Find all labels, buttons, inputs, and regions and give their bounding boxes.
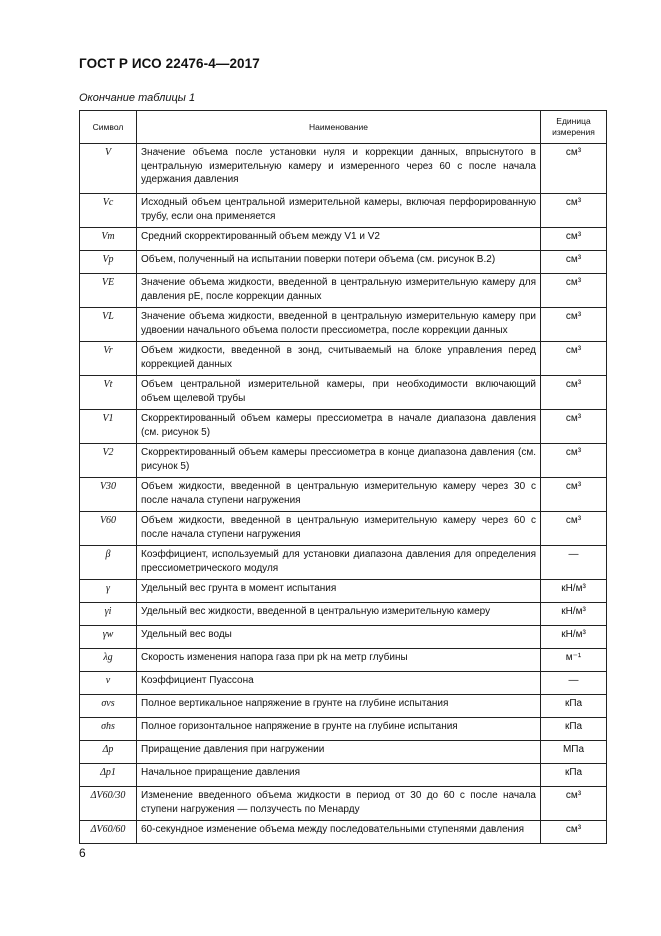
symbol-cell: ν (80, 672, 137, 695)
symbol-cell: γw (80, 626, 137, 649)
table-row (80, 672, 607, 695)
name-cell: Объем жидкости, введенной в центральную измерительную камеру через 60 с после начала ступени нагружения (137, 512, 541, 546)
name-cell: Объем жидкости, введенной в зонд, считываемый на блоке управления перед коррекцией данных (137, 342, 541, 376)
table-row (80, 308, 607, 342)
symbol-cell: σhs (80, 718, 137, 741)
name-cell: 60-секундное изменение объема между последовательными ступенями давления (137, 821, 541, 844)
symbols-table (79, 110, 607, 844)
name-cell: Полное горизонтальное напряжение в грунте на глубине испытания (137, 718, 541, 741)
table-caption: Окончание таблицы 1 (79, 92, 196, 104)
unit-cell: см³ (541, 251, 607, 274)
symbol-cell: ΔV60/60 (80, 821, 137, 844)
symbol-cell: λg (80, 649, 137, 672)
name-cell: Средний скорректированный объем между V1 и V2 (137, 228, 541, 251)
unit-cell: кПа (541, 764, 607, 787)
symbol-cell: V30 (80, 478, 137, 512)
symbol-cell: Δp (80, 741, 137, 764)
table-row (80, 144, 607, 194)
name-cell: Скорректированный объем камеры прессиометра в начале диапазона давления (см. рисунок 5) (137, 410, 541, 444)
table-row (80, 274, 607, 308)
name-cell: Значение объема жидкости, введенной в центральную измерительную камеру для давления pE, после коррекции данных (137, 274, 541, 308)
unit-cell: кН/м³ (541, 626, 607, 649)
unit-cell: см³ (541, 444, 607, 478)
symbol-cell: Vp (80, 251, 137, 274)
symbol-cell: Vr (80, 342, 137, 376)
unit-cell: кН/м³ (541, 580, 607, 603)
unit-cell: кПа (541, 695, 607, 718)
name-cell: Скорость изменения напора газа при pk на метр глубины (137, 649, 541, 672)
table-row (80, 546, 607, 580)
symbol-cell: V1 (80, 410, 137, 444)
column-header-unit: Единица измерения (541, 111, 607, 144)
table-row (80, 821, 607, 844)
table-row (80, 512, 607, 546)
symbol-cell: V2 (80, 444, 137, 478)
table-row (80, 626, 607, 649)
symbol-cell: V60 (80, 512, 137, 546)
table-row (80, 194, 607, 228)
name-cell: Коэффициент, используемый для установки диапазона давления для определения прессиометрического модуля (137, 546, 541, 580)
name-cell: Удельный вес воды (137, 626, 541, 649)
table-row (80, 649, 607, 672)
table-row (80, 695, 607, 718)
table-row (80, 342, 607, 376)
column-header-symbol: Символ (80, 111, 137, 144)
symbol-cell: V (80, 144, 137, 194)
table-row (80, 251, 607, 274)
unit-cell: см³ (541, 144, 607, 194)
table-row (80, 444, 607, 478)
unit-cell: см³ (541, 194, 607, 228)
name-cell: Объем центральной измерительной камеры, при необходимости включающий объем щелевой трубы (137, 376, 541, 410)
table-header-row (80, 111, 607, 144)
unit-cell: см³ (541, 512, 607, 546)
table-row (80, 410, 607, 444)
table-row (80, 764, 607, 787)
name-cell: Удельный вес жидкости, введенной в центральную измерительную камеру (137, 603, 541, 626)
symbol-cell: Vc (80, 194, 137, 228)
table-row (80, 603, 607, 626)
unit-cell: см³ (541, 478, 607, 512)
unit-cell: — (541, 672, 607, 695)
symbol-cell: VL (80, 308, 137, 342)
unit-cell: см³ (541, 228, 607, 251)
name-cell: Исходный объем центральной измерительной камеры, включая перфорированную трубу, если она применяется (137, 194, 541, 228)
name-cell: Приращение давления при нагружении (137, 741, 541, 764)
name-cell: Коэффициент Пуассона (137, 672, 541, 695)
unit-cell: м⁻¹ (541, 649, 607, 672)
page-number: 6 (79, 846, 86, 860)
unit-cell: см³ (541, 787, 607, 821)
table-row (80, 580, 607, 603)
table-row (80, 718, 607, 741)
table-row (80, 787, 607, 821)
unit-cell: МПа (541, 741, 607, 764)
symbol-cell: Vt (80, 376, 137, 410)
unit-cell: см³ (541, 342, 607, 376)
table-body (80, 144, 607, 844)
symbol-cell: ΔV60/30 (80, 787, 137, 821)
name-cell: Изменение введенного объема жидкости в период от 30 до 60 с после начала ступени нагружения — ползучесть по Менарду (137, 787, 541, 821)
unit-cell: кПа (541, 718, 607, 741)
column-header-name: Наименование (137, 111, 541, 144)
name-cell: Полное вертикальное напряжение в грунте на глубине испытания (137, 695, 541, 718)
unit-cell: см³ (541, 274, 607, 308)
name-cell: Значение объема жидкости, введенной в центральную измерительную камеру при удвоении начального объема полости прессиометра, после коррекции данных (137, 308, 541, 342)
symbol-cell: Δp1 (80, 764, 137, 787)
symbol-cell: Vm (80, 228, 137, 251)
unit-cell: см³ (541, 410, 607, 444)
name-cell: Удельный вес грунта в момент испытания (137, 580, 541, 603)
table-row (80, 741, 607, 764)
name-cell: Объем жидкости, введенной в центральную измерительную камеру через 30 с после начала ступени нагружения (137, 478, 541, 512)
unit-cell: кН/м³ (541, 603, 607, 626)
symbol-cell: VE (80, 274, 137, 308)
unit-cell: — (541, 546, 607, 580)
name-cell: Начальное приращение давления (137, 764, 541, 787)
table-row (80, 478, 607, 512)
symbol-cell: σvs (80, 695, 137, 718)
name-cell: Объем, полученный на испытании поверки потери объема (см. рисунок B.2) (137, 251, 541, 274)
symbol-cell: γ (80, 580, 137, 603)
symbol-cell: β (80, 546, 137, 580)
table-row (80, 376, 607, 410)
unit-cell: см³ (541, 376, 607, 410)
name-cell: Значение объема после установки нуля и коррекции данных, впрыснутого в центральную измерительную камеру и измеренного через 60 с после начала удержания давления (137, 144, 541, 194)
document-header: ГОСТ Р ИСО 22476-4—2017 (79, 56, 260, 71)
name-cell: Скорректированный объем камеры прессиометра в конце диапазона давления (см. рисунок 5) (137, 444, 541, 478)
table-row (80, 228, 607, 251)
unit-cell: см³ (541, 821, 607, 844)
symbol-cell: γi (80, 603, 137, 626)
unit-cell: см³ (541, 308, 607, 342)
